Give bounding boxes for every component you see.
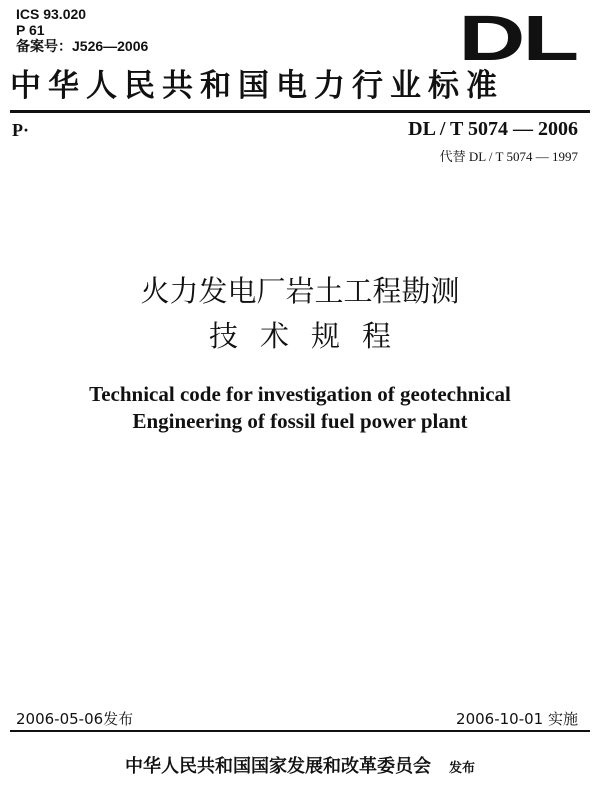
filing-number: 备案号：J526—2006 [16, 38, 149, 54]
title-english-line1: Technical code for investigation of geotechnical [89, 382, 511, 406]
standard-type-name: 中华人民共和国电力行业标准 [10, 68, 504, 104]
standard-number: DL / T 5074 — 2006 [408, 118, 578, 140]
implementation-date: 2006-10-01 实施 [456, 710, 578, 728]
replaces-standard: 代替 DL / T 5074 — 1997 [439, 149, 578, 164]
title-chinese-line2: 技术规程 [208, 319, 413, 353]
title-chinese-line1: 火力发电厂岩土工程勘测 [140, 274, 460, 308]
header-divider [10, 110, 590, 113]
issuing-authority [0, 752, 600, 778]
p-classification-code: P 61 [16, 22, 45, 38]
classification-block [16, 6, 148, 54]
issue-date: 2006-05-06发布 [16, 710, 134, 728]
dl-logo: DL [458, 2, 576, 74]
issue-tag: 发布 [448, 761, 475, 776]
footer-divider [10, 730, 590, 732]
ics-code: ICS 93.020 [16, 6, 87, 22]
title-english-line2: Engineering of fossil fuel power plant [132, 409, 468, 433]
p-mark: P· [12, 120, 29, 140]
issuer-name: 中华人民共和国国家发展和改革委员会 [124, 756, 431, 777]
